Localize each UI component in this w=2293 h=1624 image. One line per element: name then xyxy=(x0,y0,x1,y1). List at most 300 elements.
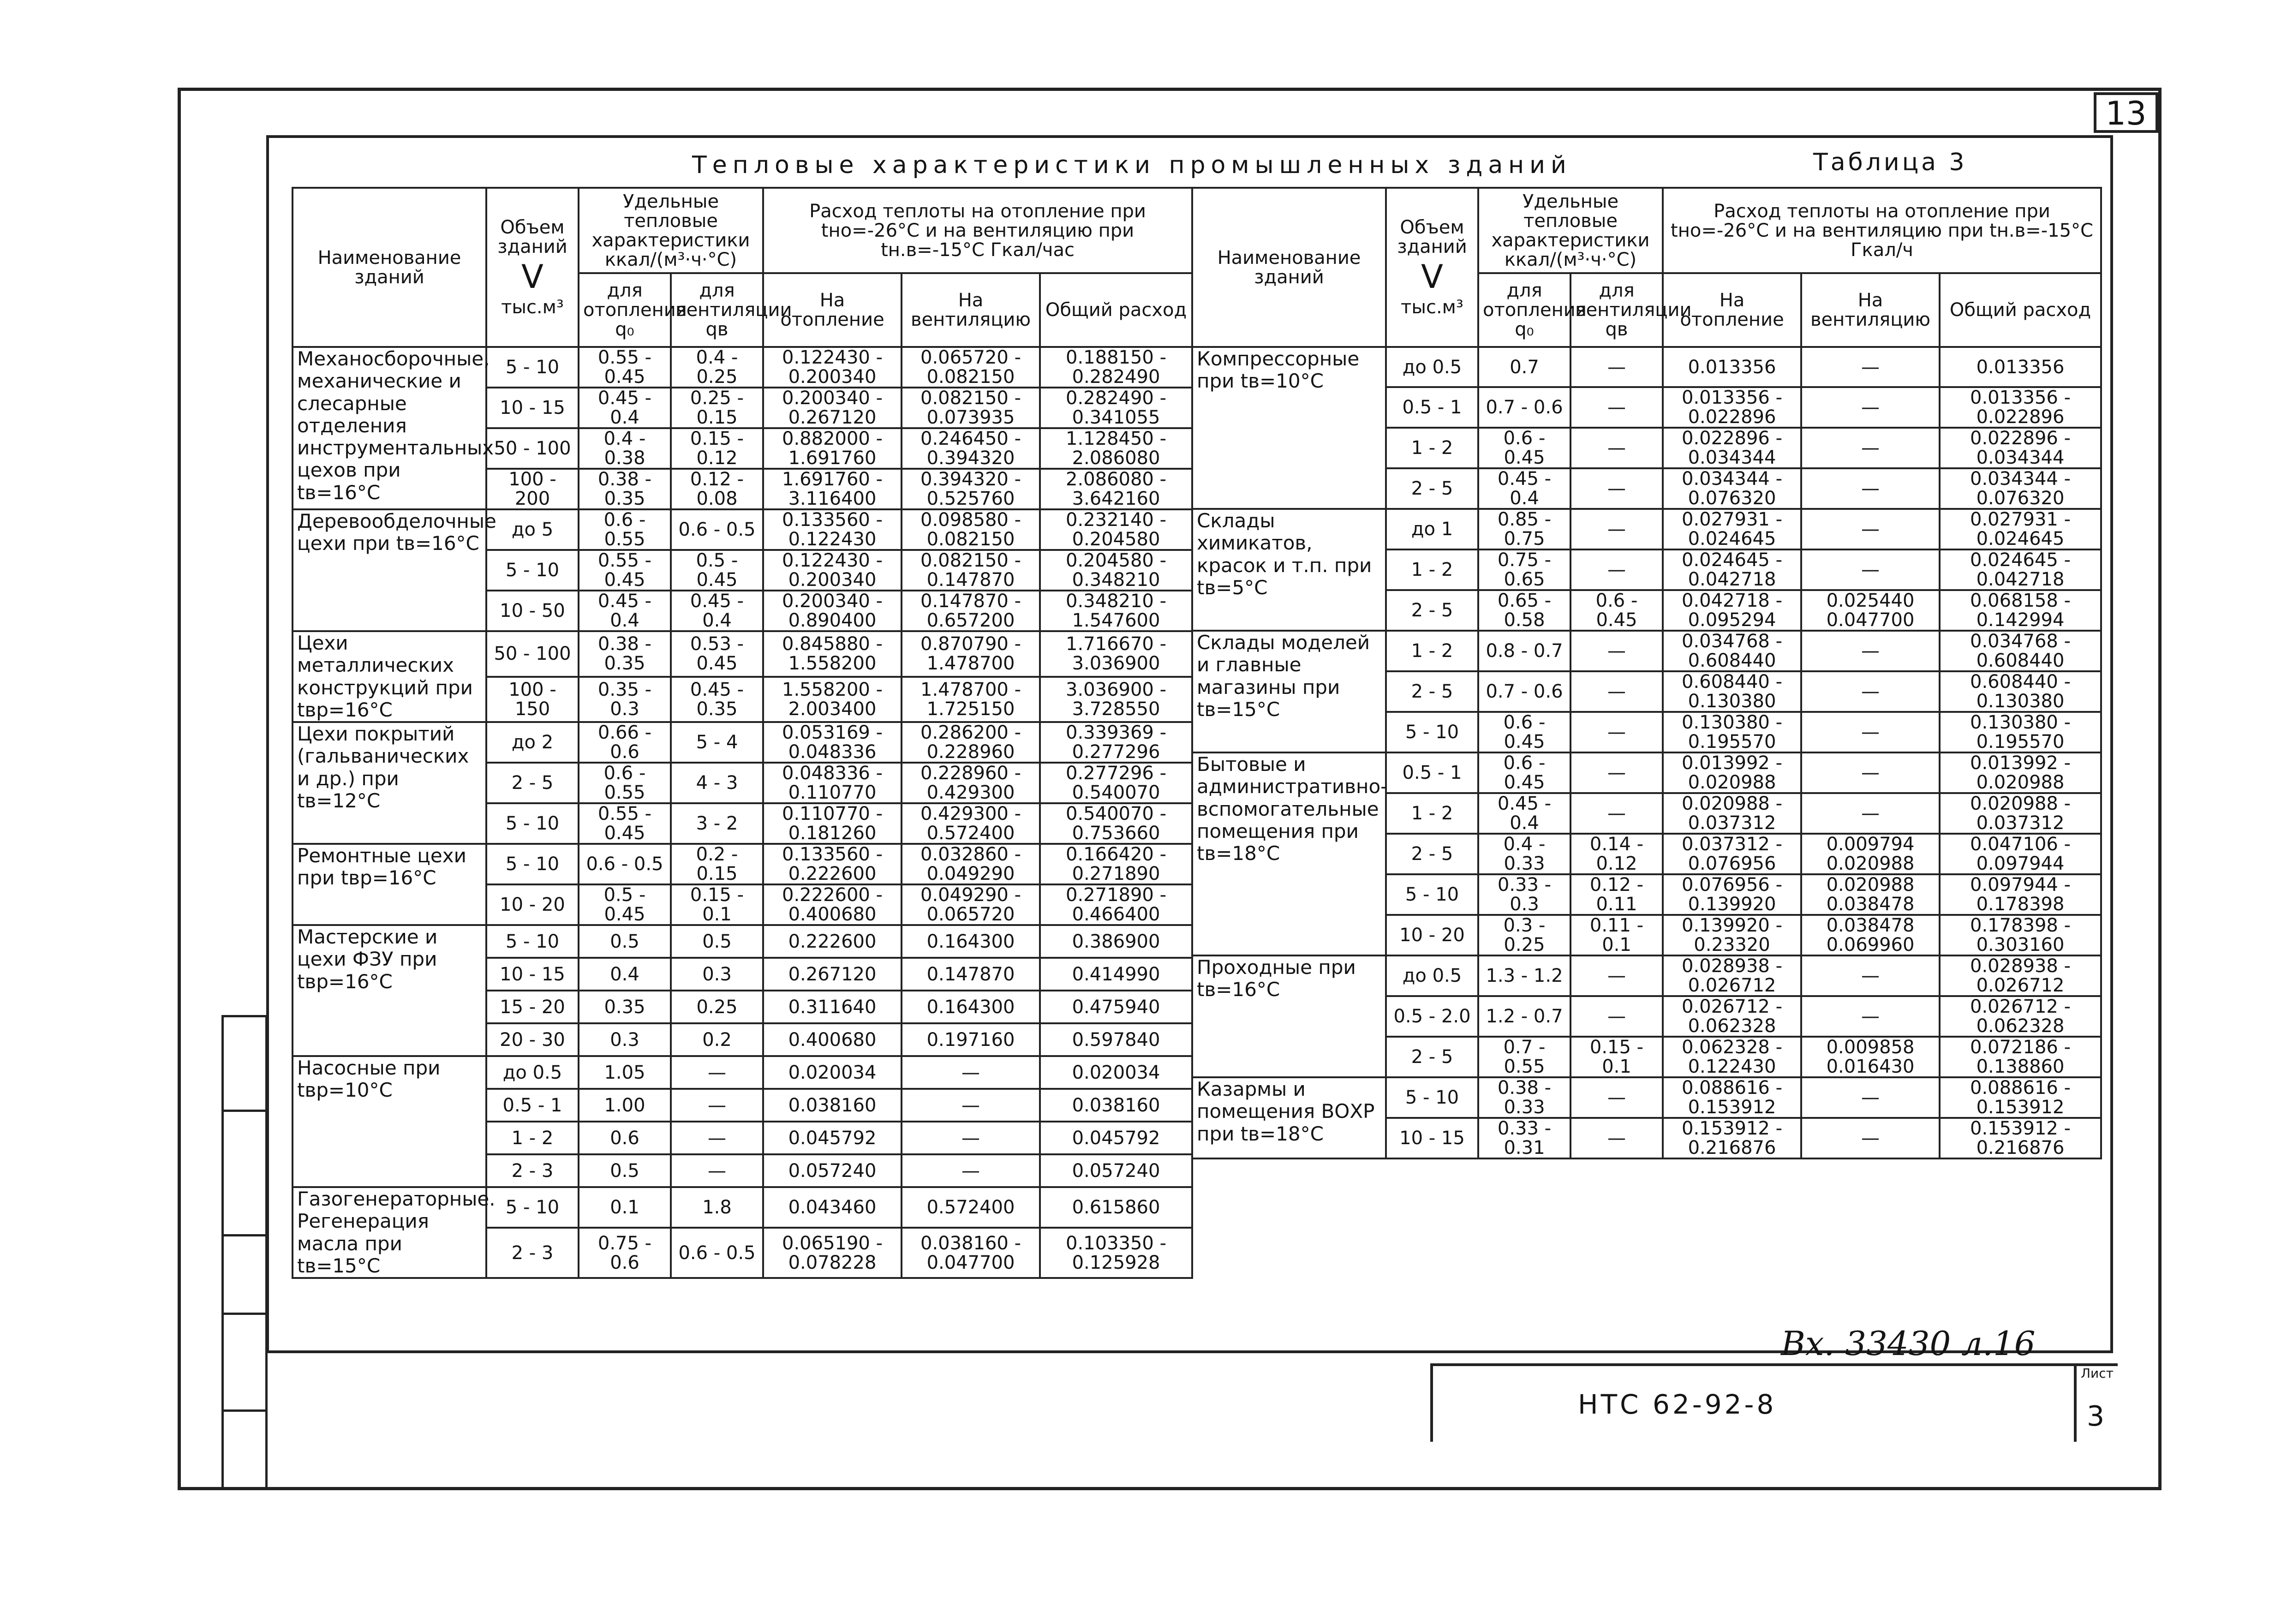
heating-q-cell: 0.55 - 0.45 xyxy=(579,550,671,591)
vent-q-cell: — xyxy=(671,1089,763,1122)
total-cell: 0.013356 xyxy=(1940,347,2101,387)
heating-q-cell: 0.38 - 0.35 xyxy=(579,469,671,509)
ventilation-cell: — xyxy=(1801,428,1940,468)
vent-q-cell: — xyxy=(1570,428,1663,468)
total-cell: 0.057240 xyxy=(1040,1154,1192,1187)
vent-q-cell: 0.5 - 0.45 xyxy=(671,550,763,591)
table-row xyxy=(293,722,1192,763)
vent-q-cell: 0.12 - 0.11 xyxy=(1570,874,1663,915)
total-cell: 0.047106 - 0.097944 xyxy=(1940,834,2101,874)
total-cell: 0.277296 - 0.540070 xyxy=(1040,763,1192,803)
total-cell: 0.038160 xyxy=(1040,1089,1192,1122)
ventilation-cell: — xyxy=(902,1089,1040,1122)
volume-cell: 1 - 2 xyxy=(1386,549,1478,590)
volume-cell: 5 - 10 xyxy=(486,803,579,844)
vent-q-cell: 5 - 4 xyxy=(671,722,763,763)
heating-cell: 0.153912 - 0.216876 xyxy=(1663,1118,1801,1158)
ventilation-cell: 1.478700 - 1.725150 xyxy=(902,677,1040,722)
heating-q-cell: 0.6 - 0.5 xyxy=(579,844,671,884)
right-table-body xyxy=(1192,347,2101,1158)
heating-cell: 0.034768 - 0.608440 xyxy=(1663,631,1801,671)
heating-cell: 0.065190 - 0.078228 xyxy=(763,1228,902,1278)
volume-cell: 5 - 10 xyxy=(486,347,579,388)
heating-q-cell: 0.35 - 0.3 xyxy=(579,677,671,722)
total-cell: 0.271890 - 0.466400 xyxy=(1040,884,1192,925)
ventilation-cell: 0.228960 - 0.429300 xyxy=(902,763,1040,803)
header-specific: Удельные тепловые характеристики ккал/(м³·ч·°С) xyxy=(1478,188,1663,273)
ventilation-cell: — xyxy=(1801,996,1940,1037)
heating-cell: 0.110770 - 0.181260 xyxy=(763,803,902,844)
vent-q-cell: 0.14 - 0.12 xyxy=(1570,834,1663,874)
heating-cell: 0.013356 xyxy=(1663,347,1801,387)
ventilation-cell: 0.082150 - 0.147870 xyxy=(902,550,1040,591)
header-name: Наименование зданий xyxy=(293,188,486,347)
header-vent-q: для вентиляции qв xyxy=(1570,273,1663,347)
table-row xyxy=(293,1056,1192,1089)
volume-cell: 10 - 50 xyxy=(486,591,579,631)
vent-q-cell: 0.2 - 0.15 xyxy=(671,844,763,884)
heating-cell: 0.057240 xyxy=(763,1154,902,1187)
heating-cell: 0.222600 - 0.400680 xyxy=(763,884,902,925)
volume-cell: 100 - 150 xyxy=(486,677,579,722)
ventilation-cell: 0.032860 - 0.049290 xyxy=(902,844,1040,884)
heating-cell: 0.042718 - 0.095294 xyxy=(1663,590,1801,631)
total-cell: 0.045792 xyxy=(1040,1122,1192,1154)
vent-q-cell: 0.25 - 0.15 xyxy=(671,388,763,428)
header-consumption: Расход теплоты на отопление при tно=-26°С и на вентиляцию при tн.в=-15°С Гкал/час xyxy=(763,188,1192,273)
heating-q-cell: 0.75 - 0.6 xyxy=(579,1228,671,1278)
volume-cell: 5 - 10 xyxy=(1386,1077,1478,1118)
ventilation-cell: — xyxy=(1801,1077,1940,1118)
volume-cell: 50 - 100 xyxy=(486,428,579,469)
page-number: 13 xyxy=(2094,92,2158,133)
table-row xyxy=(1192,347,2101,387)
heating-cell: 0.133560 - 0.122430 xyxy=(763,509,902,550)
total-cell: 0.024645 - 0.042718 xyxy=(1940,549,2101,590)
group-name: Деревообделочные цехи при tв=16°С xyxy=(293,509,486,631)
heating-q-cell: 0.7 - 0.6 xyxy=(1478,671,1570,712)
heating-cell: 0.088616 - 0.153912 xyxy=(1663,1077,1801,1118)
vent-q-cell: — xyxy=(1570,955,1663,996)
heating-q-cell: 0.75 - 0.65 xyxy=(1478,549,1570,590)
table-row xyxy=(1192,1077,2101,1118)
vent-q-cell: 0.15 - 0.12 xyxy=(671,428,763,469)
vent-q-cell: 3 - 2 xyxy=(671,803,763,844)
heating-q-cell: 0.6 - 0.45 xyxy=(1478,428,1570,468)
heating-cell: 0.608440 - 0.130380 xyxy=(1663,671,1801,712)
heating-q-cell: 0.8 - 0.7 xyxy=(1478,631,1570,671)
heating-q-cell: 1.2 - 0.7 xyxy=(1478,996,1570,1037)
volume-cell: 5 - 10 xyxy=(486,925,579,958)
vent-q-cell: 0.45 - 0.35 xyxy=(671,677,763,722)
ventilation-cell: 0.020988 0.038478 xyxy=(1801,874,1940,915)
volume-cell: 100 - 200 xyxy=(486,469,579,509)
heating-cell: 0.028938 - 0.026712 xyxy=(1663,955,1801,996)
volume-cell: 1 - 2 xyxy=(1386,793,1478,834)
vent-q-cell: 0.53 - 0.45 xyxy=(671,631,763,677)
heating-cell: 0.045792 xyxy=(763,1122,902,1154)
heating-cell: 0.222600 xyxy=(763,925,902,958)
ventilation-cell: 0.065720 - 0.082150 xyxy=(902,347,1040,388)
ventilation-cell: 0.009794 0.020988 xyxy=(1801,834,1940,874)
ventilation-cell: 0.082150 - 0.073935 xyxy=(902,388,1040,428)
total-cell: 3.036900 - 3.728550 xyxy=(1040,677,1192,722)
ventilation-cell: 0.286200 - 0.228960 xyxy=(902,722,1040,763)
ventilation-cell: — xyxy=(902,1154,1040,1187)
total-cell: 0.097944 - 0.178398 xyxy=(1940,874,2101,915)
ventilation-cell: 0.038478 0.069960 xyxy=(1801,915,1940,955)
heating-cell: 0.845880 - 1.558200 xyxy=(763,631,902,677)
vent-q-cell: 0.25 xyxy=(671,991,763,1023)
heating-q-cell: 0.65 - 0.58 xyxy=(1478,590,1570,631)
volume-cell: 10 - 20 xyxy=(486,884,579,925)
total-cell: 0.178398 - 0.303160 xyxy=(1940,915,2101,955)
volume-cell: 15 - 20 xyxy=(486,991,579,1023)
vent-q-cell: — xyxy=(671,1056,763,1089)
header-total: Общий расход xyxy=(1040,273,1192,347)
heating-q-cell: 0.33 - 0.3 xyxy=(1478,874,1570,915)
volume-cell: 2 - 5 xyxy=(1386,468,1478,509)
header-name: Наименование зданий xyxy=(1192,188,1386,347)
heating-cell: 0.122430 - 0.200340 xyxy=(763,550,902,591)
ventilation-cell: — xyxy=(1801,671,1940,712)
group-name: Цехи покрытий (гальванических и др.) при tв=12°С xyxy=(293,722,486,844)
volume-cell: 2 - 5 xyxy=(1386,834,1478,874)
heating-cell: 0.882000 - 1.691760 xyxy=(763,428,902,469)
sheet-label: Лист xyxy=(2081,1366,2114,1381)
total-cell: 1.716670 - 3.036900 xyxy=(1040,631,1192,677)
header-heating: На отопление xyxy=(763,273,902,347)
vent-q-cell: 1.8 xyxy=(671,1187,763,1228)
total-cell: 0.386900 xyxy=(1040,925,1192,958)
volume-cell: 2 - 5 xyxy=(486,763,579,803)
heating-q-cell: 0.5 xyxy=(579,1154,671,1187)
left-table xyxy=(292,187,1193,1279)
volume-cell: 2 - 5 xyxy=(1386,1037,1478,1077)
total-cell: 0.597840 xyxy=(1040,1023,1192,1056)
heating-cell: 0.076956 - 0.139920 xyxy=(1663,874,1801,915)
vent-q-cell: 0.45 - 0.4 xyxy=(671,591,763,631)
group-name: Газогенераторные. Регенерация масла при tв=15°С xyxy=(293,1187,486,1278)
total-cell: 0.188150 - 0.282490 xyxy=(1040,347,1192,388)
group-name: Мастерские и цехи ФЗУ при tвр=16°С xyxy=(293,925,486,1056)
group-name: Механосборочные, механические и слесарные отделения инструментальных цехов при tв=16°С xyxy=(293,347,486,509)
table-row xyxy=(1192,509,2101,549)
ventilation-cell: 0.164300 xyxy=(902,925,1040,958)
heating-q-cell: 0.3 - 0.25 xyxy=(1478,915,1570,955)
group-name: Насосные при tвр=10°С xyxy=(293,1056,486,1187)
volume-cell: 5 - 10 xyxy=(486,1187,579,1228)
ventilation-cell: — xyxy=(1801,347,1940,387)
volume-cell: 20 - 30 xyxy=(486,1023,579,1056)
heating-cell: 0.053169 - 0.048336 xyxy=(763,722,902,763)
table-row xyxy=(293,1187,1192,1228)
volume-cell: до 5 xyxy=(486,509,579,550)
table-row xyxy=(1192,955,2101,996)
header-specific: Удельные тепловые характеристики ккал/(м³·ч·°С) xyxy=(579,188,763,273)
volume-cell: 5 - 10 xyxy=(1386,874,1478,915)
total-cell: 0.475940 xyxy=(1040,991,1192,1023)
heating-cell: 1.691760 - 3.116400 xyxy=(763,469,902,509)
ventilation-cell: 0.197160 xyxy=(902,1023,1040,1056)
vent-q-cell: — xyxy=(1570,468,1663,509)
volume-cell: 10 - 20 xyxy=(1386,915,1478,955)
volume-cell: 0.5 - 1 xyxy=(486,1089,579,1122)
vent-q-cell: 0.15 - 0.1 xyxy=(671,884,763,925)
vent-q-cell: 4 - 3 xyxy=(671,763,763,803)
ventilation-cell: — xyxy=(1801,793,1940,834)
volume-cell: 1 - 2 xyxy=(486,1122,579,1154)
total-cell: 0.013356 - 0.022896 xyxy=(1940,387,2101,428)
volume-cell: 2 - 5 xyxy=(1386,671,1478,712)
ventilation-cell: — xyxy=(1801,387,1940,428)
total-cell: 0.615860 xyxy=(1040,1187,1192,1228)
table-row xyxy=(1192,752,2101,793)
total-cell: 0.282490 - 0.341055 xyxy=(1040,388,1192,428)
heating-q-cell: 0.4 - 0.38 xyxy=(579,428,671,469)
total-cell: 0.204580 - 0.348210 xyxy=(1040,550,1192,591)
volume-cell: 0.5 - 2.0 xyxy=(1386,996,1478,1037)
heating-cell: 0.311640 xyxy=(763,991,902,1023)
volume-cell: 1 - 2 xyxy=(1386,428,1478,468)
ventilation-cell: 0.394320 - 0.525760 xyxy=(902,469,1040,509)
header-consumption: Расход теплоты на отопление при tно=-26°С и на вентиляцию при tн.в=-15°С Гкал/ч xyxy=(1663,188,2101,273)
heating-q-cell: 0.33 - 0.31 xyxy=(1478,1118,1570,1158)
heating-cell: 0.038160 xyxy=(763,1089,902,1122)
volume-cell: 50 - 100 xyxy=(486,631,579,677)
table-row xyxy=(293,347,1192,388)
ventilation-cell: 0.038160 - 0.047700 xyxy=(902,1228,1040,1278)
volume-cell: 10 - 15 xyxy=(486,388,579,428)
vent-q-cell: — xyxy=(1570,631,1663,671)
ventilation-cell: — xyxy=(1801,468,1940,509)
vent-q-cell: — xyxy=(671,1154,763,1187)
vent-q-cell: 0.6 - 0.5 xyxy=(671,509,763,550)
vent-q-cell: 0.11 - 0.1 xyxy=(1570,915,1663,955)
right-table xyxy=(1191,187,2102,1159)
heating-q-cell: 0.55 - 0.45 xyxy=(579,347,671,388)
heating-q-cell: 1.3 - 1.2 xyxy=(1478,955,1570,996)
heating-q-cell: 0.6 - 0.45 xyxy=(1478,712,1570,752)
header-ventilation: На вентиляцию xyxy=(1801,273,1940,347)
ventilation-cell: 0.009858 0.016430 xyxy=(1801,1037,1940,1077)
ventilation-cell: — xyxy=(902,1056,1040,1089)
binding-strip xyxy=(221,1015,268,1490)
group-name: Склады моделей и главные магазины при tв=15°С xyxy=(1192,631,1386,752)
heating-q-cell: 0.38 - 0.35 xyxy=(579,631,671,677)
heating-cell: 0.013992 - 0.020988 xyxy=(1663,752,1801,793)
table-row xyxy=(1192,631,2101,671)
vent-q-cell: — xyxy=(1570,509,1663,549)
total-cell: 0.153912 - 0.216876 xyxy=(1940,1118,2101,1158)
heating-q-cell: 1.00 xyxy=(579,1089,671,1122)
vent-q-cell: — xyxy=(1570,793,1663,834)
heating-cell: 0.133560 - 0.222600 xyxy=(763,844,902,884)
vent-q-cell: — xyxy=(1570,347,1663,387)
ventilation-cell: 0.164300 xyxy=(902,991,1040,1023)
volume-cell: до 0.5 xyxy=(1386,955,1478,996)
vent-q-cell: — xyxy=(1570,387,1663,428)
volume-cell: 5 - 10 xyxy=(1386,712,1478,752)
ventilation-cell: 0.147870 xyxy=(902,958,1040,991)
volume-cell: 10 - 15 xyxy=(486,958,579,991)
header-volume: Объем зданий V тыс.м³ xyxy=(1386,188,1478,347)
heating-q-cell: 0.6 - 0.55 xyxy=(579,763,671,803)
ventilation-cell: — xyxy=(1801,1118,1940,1158)
table-row xyxy=(293,925,1192,958)
ventilation-cell: 0.025440 0.047700 xyxy=(1801,590,1940,631)
ventilation-cell: 0.147870 - 0.657200 xyxy=(902,591,1040,631)
total-cell: 0.034768 - 0.608440 xyxy=(1940,631,2101,671)
heating-q-cell: 0.7 - 0.55 xyxy=(1478,1037,1570,1077)
group-name: Цехи металлических конструкций при tвр=16°С xyxy=(293,631,486,722)
heating-cell: 0.037312 - 0.076956 xyxy=(1663,834,1801,874)
total-cell: 0.232140 - 0.204580 xyxy=(1040,509,1192,550)
heating-cell: 0.048336 - 0.110770 xyxy=(763,763,902,803)
volume-cell: до 1 xyxy=(1386,509,1478,549)
group-name: Проходные при tв=16°С xyxy=(1192,955,1386,1077)
group-name: Казармы и помещения ВОХР при tв=18°С xyxy=(1192,1077,1386,1158)
total-cell: 0.130380 - 0.195570 xyxy=(1940,712,2101,752)
heating-cell: 0.020988 - 0.037312 xyxy=(1663,793,1801,834)
volume-cell: 2 - 3 xyxy=(486,1154,579,1187)
total-cell: 0.339369 - 0.277296 xyxy=(1040,722,1192,763)
ventilation-cell: — xyxy=(1801,712,1940,752)
group-name: Компрессорные при tв=10°С xyxy=(1192,347,1386,509)
total-cell: 0.068158 - 0.142994 xyxy=(1940,590,2101,631)
total-cell: 0.348210 - 1.547600 xyxy=(1040,591,1192,631)
table-row xyxy=(293,844,1192,884)
total-cell: 0.013992 - 0.020988 xyxy=(1940,752,2101,793)
header-ventilation: На вентиляцию xyxy=(902,273,1040,347)
heating-q-cell: 0.85 - 0.75 xyxy=(1478,509,1570,549)
heating-q-cell: 0.7 - 0.6 xyxy=(1478,387,1570,428)
heating-q-cell: 0.45 - 0.4 xyxy=(1478,793,1570,834)
ventilation-cell: — xyxy=(902,1122,1040,1154)
heating-q-cell: 0.45 - 0.4 xyxy=(579,591,671,631)
heating-q-cell: 0.4 - 0.33 xyxy=(1478,834,1570,874)
header-heating-q: для отопления q₀ xyxy=(1478,273,1570,347)
heating-cell: 0.200340 - 0.267120 xyxy=(763,388,902,428)
ventilation-cell: — xyxy=(1801,631,1940,671)
heating-q-cell: 0.66 - 0.6 xyxy=(579,722,671,763)
heating-cell: 0.400680 xyxy=(763,1023,902,1056)
header-total: Общий расход xyxy=(1940,273,2101,347)
total-cell: 0.072186 - 0.138860 xyxy=(1940,1037,2101,1077)
volume-cell: до 0.5 xyxy=(1386,347,1478,387)
total-cell: 0.026712 - 0.062328 xyxy=(1940,996,2101,1037)
vent-q-cell: 0.15 - 0.1 xyxy=(1570,1037,1663,1077)
heating-q-cell: 0.4 xyxy=(579,958,671,991)
heating-cell: 0.139920 - 0.23320 xyxy=(1663,915,1801,955)
ventilation-cell: — xyxy=(1801,752,1940,793)
total-cell: 0.027931 - 0.024645 xyxy=(1940,509,2101,549)
volume-cell: 10 - 15 xyxy=(1386,1118,1478,1158)
heating-q-cell: 0.5 xyxy=(579,925,671,958)
vent-q-cell: — xyxy=(1570,671,1663,712)
volume-cell: до 2 xyxy=(486,722,579,763)
header-heating-q: для отопления q₀ xyxy=(579,273,671,347)
heating-q-cell: 0.6 - 0.55 xyxy=(579,509,671,550)
heating-q-cell: 0.5 - 0.45 xyxy=(579,884,671,925)
header-heating: На отопление xyxy=(1663,273,1801,347)
heating-q-cell: 0.45 - 0.4 xyxy=(1478,468,1570,509)
heating-q-cell: 0.7 xyxy=(1478,347,1570,387)
heating-q-cell: 0.35 xyxy=(579,991,671,1023)
vent-q-cell: 0.6 - 0.5 xyxy=(671,1228,763,1278)
heating-cell: 0.024645 - 0.042718 xyxy=(1663,549,1801,590)
ventilation-cell: 0.429300 - 0.572400 xyxy=(902,803,1040,844)
total-cell: 1.128450 - 2.086080 xyxy=(1040,428,1192,469)
sheet-number: 3 xyxy=(2087,1400,2105,1433)
left-table-body xyxy=(293,347,1192,1278)
vent-q-cell: — xyxy=(1570,549,1663,590)
group-name: Склады химикатов, красок и т.п. при tв=5°С xyxy=(1192,509,1386,631)
volume-cell: 2 - 3 xyxy=(486,1228,579,1278)
heating-q-cell: 0.6 - 0.45 xyxy=(1478,752,1570,793)
vent-q-cell: 0.5 xyxy=(671,925,763,958)
volume-cell: 1 - 2 xyxy=(1386,631,1478,671)
table-label: Таблица 3 xyxy=(1813,149,1967,176)
ventilation-cell: 0.246450 - 0.394320 xyxy=(902,428,1040,469)
total-cell: 0.414990 xyxy=(1040,958,1192,991)
page-title: Тепловые характеристики промышленных зданий xyxy=(692,151,1572,179)
heating-cell: 0.200340 - 0.890400 xyxy=(763,591,902,631)
ventilation-cell: — xyxy=(1801,549,1940,590)
total-cell: 0.166420 - 0.271890 xyxy=(1040,844,1192,884)
vent-q-cell: — xyxy=(1570,996,1663,1037)
heating-cell: 0.043460 xyxy=(763,1187,902,1228)
heating-cell: 0.022896 - 0.034344 xyxy=(1663,428,1801,468)
heating-cell: 0.020034 xyxy=(763,1056,902,1089)
heating-q-cell: 0.55 - 0.45 xyxy=(579,803,671,844)
vent-q-cell: 0.2 xyxy=(671,1023,763,1056)
heating-cell: 0.130380 - 0.195570 xyxy=(1663,712,1801,752)
volume-cell: до 0.5 xyxy=(486,1056,579,1089)
vent-q-cell: — xyxy=(1570,752,1663,793)
vent-q-cell: — xyxy=(671,1122,763,1154)
group-name: Бытовые и административно-вспомогательные помещения при tв=18°С xyxy=(1192,752,1386,955)
ventilation-cell: 0.098580 - 0.082150 xyxy=(902,509,1040,550)
vent-q-cell: 0.6 - 0.45 xyxy=(1570,590,1663,631)
vent-q-cell: 0.4 - 0.25 xyxy=(671,347,763,388)
total-cell: 0.103350 - 0.125928 xyxy=(1040,1228,1192,1278)
heating-cell: 0.122430 - 0.200340 xyxy=(763,347,902,388)
ventilation-cell: 0.049290 - 0.065720 xyxy=(902,884,1040,925)
vent-q-cell: 0.12 - 0.08 xyxy=(671,469,763,509)
volume-cell: 5 - 10 xyxy=(486,550,579,591)
heating-q-cell: 0.1 xyxy=(579,1187,671,1228)
total-cell: 0.020034 xyxy=(1040,1056,1192,1089)
heating-cell: 0.026712 - 0.062328 xyxy=(1663,996,1801,1037)
ventilation-cell: 0.870790 - 1.478700 xyxy=(902,631,1040,677)
total-cell: 0.088616 - 0.153912 xyxy=(1940,1077,2101,1118)
volume-cell: 5 - 10 xyxy=(486,844,579,884)
ventilation-cell: 0.572400 xyxy=(902,1187,1040,1228)
vent-q-cell: — xyxy=(1570,1118,1663,1158)
heating-q-cell: 1.05 xyxy=(579,1056,671,1089)
total-cell: 0.028938 - 0.026712 xyxy=(1940,955,2101,996)
document-code: НТС 62-92-8 xyxy=(1578,1389,1777,1420)
heating-cell: 0.267120 xyxy=(763,958,902,991)
heating-cell: 0.013356 - 0.022896 xyxy=(1663,387,1801,428)
total-cell: 0.034344 - 0.076320 xyxy=(1940,468,2101,509)
header-vent-q: для вентиляции qв xyxy=(671,273,763,347)
volume-cell: 0.5 - 1 xyxy=(1386,752,1478,793)
total-cell: 0.020988 - 0.037312 xyxy=(1940,793,2101,834)
volume-cell: 2 - 5 xyxy=(1386,590,1478,631)
vent-q-cell: — xyxy=(1570,712,1663,752)
